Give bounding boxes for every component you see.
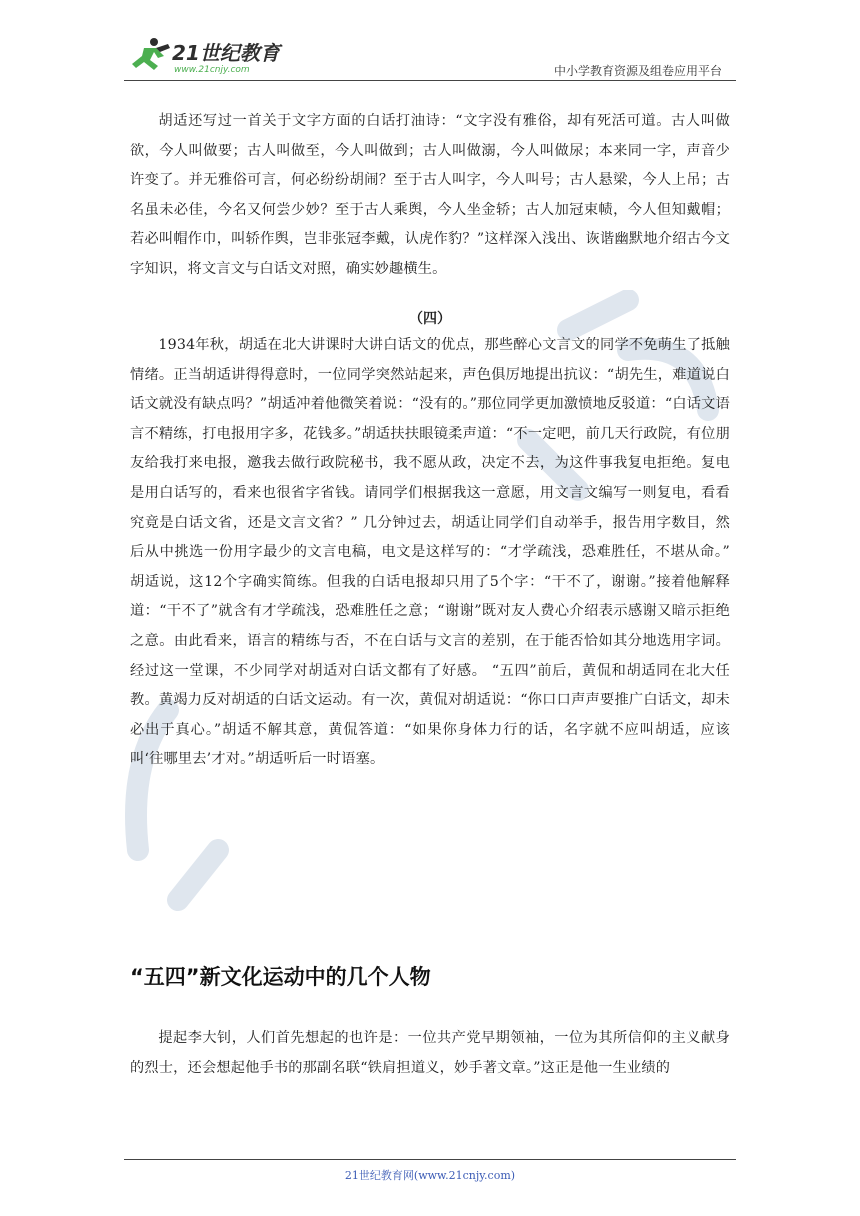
site-logo [124,36,294,76]
section-heading: （四） [409,311,451,327]
article-title: “五四”新文化运动中的几个人物 [130,965,431,989]
footer-link[interactable]: 21世纪教育网(www.21cnjy.com) [344,1169,516,1182]
header-divider [124,80,736,81]
paragraph-2: 1934年秋，胡适在北大讲课时大讲白话文的优点，那些醉心文言文的同学不免萌生了抵触情绪。正当胡适讲得得意时，一位同学突然站起来，声色俱厉地提出抗议：“胡先生，难道说白话文就没有缺点吗？”胡适冲着他微笑着说：“没有的。”那位同学更加激愤地反驳道：“白话文语言不精练，打电报用字多，花钱多。”胡适扶扶眼镜柔声道：“不一定吧，前几天行政院，有位朋友给我打来电报，邀我去做行政院秘书，我不愿从政，决定不去，为这件事我复电拒绝。复电是用白话写的，看来也很省字省钱。请同学们根据我这一意愿，用文言文编写一则复电，看看究竟是白话文省，还是文言文省？” 几分钟过去，胡适让同学们自动举手，报告用字数目，然后从中挑选一份用字最少的文言电稿，电文是这样写的：“才学疏浅，恐难胜任，不堪从命。” 胡适说，这12个字确实简练。但我的白话电报却只用了5个字：“干不了，谢谢。”接着他解释道：“干不了”就含有才学疏浅，恐难胜任之意；“谢谢”既对友人费心介绍表示感谢又暗示拒绝之意。由此看来，语言的精练与否，不在白话与文言的差别，在于能否恰如其分地选用字词。经过这一堂课，不少同学对胡适对白话文都有了好感。 “五四”前后，黄侃和胡适同在北大任教。黄竭力反对胡适的白话文运动。有一次，黄侃对胡适说：“你口口声声要推广白话文，却未必出于真心。”胡适不解其意，黄侃答道：“如果你身体力行的话，名字就不应叫胡适，应该叫‘往哪里去’才对。”胡适听后一时语塞。 [130,337,730,768]
header-platform-name: 中小学教育资源及组卷应用平台 [553,64,722,78]
runner-icon [132,38,170,70]
logo-url: www.21cnjy.com [174,65,250,75]
logo-text: 21世纪教育 [172,41,280,65]
paragraph-1: 胡适还写过一首关于文字方面的白话打油诗：“文字没有雅俗，却有死活可道。古人叫做欲，今人叫做要；古人叫做至，今人叫做到；古人叫做溺，今人叫做尿；本来同一字，声音少许变了。并无雅俗可言，何必纷纷胡闹？至于古人叫字，今人叫号；古人悬梁，今人上吊；古名虽未必佳，今名又何尝少妙？至于古人乘舆，今人坐金轿；古人加冠束帻，今人但知戴帽；若必叫帽作巾，叫轿作舆，岂非张冠李戴，认虎作豹？”这样深入浅出、诙谐幽默地介绍古今文字知识，将文言文与白话文对照，确实妙趣横生。 [130,113,730,277]
paragraph-3: 提起李大钊，人们首先想起的也许是：一位共产党早期领袖，一位为其所信仰的主义献身的烈士，还会想起他手书的那副名联“铁肩担道义，妙手著文章。”这正是他一生业绩的 [130,1030,730,1076]
footer-divider [124,1159,736,1160]
